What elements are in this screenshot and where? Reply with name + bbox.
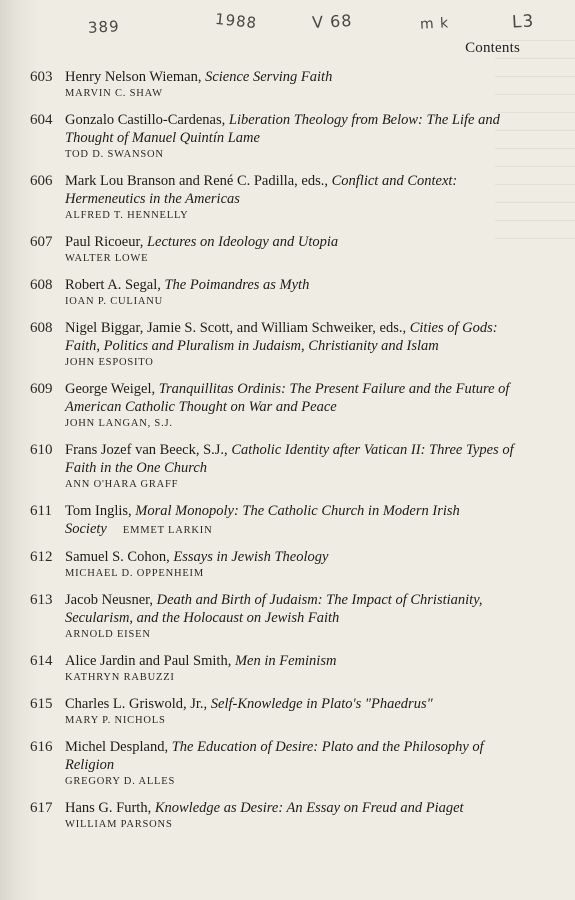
- page-number: 606: [30, 173, 53, 189]
- book-authors: Gonzalo Castillo-Cardenas,: [65, 112, 229, 128]
- book-authors: Hans G. Furth,: [65, 800, 155, 816]
- reviewer-name: JOHN ESPOSITO: [65, 357, 154, 368]
- book-title: Conflict and Context: Hermeneutics in the Americas: [65, 173, 458, 207]
- entry-body: [65, 441, 530, 493]
- book-title: Tranquillitas Ordinis: The Present Failure and the Future of American Catholic Thought on War and Peace: [65, 381, 510, 415]
- contents-entry: [30, 441, 530, 493]
- book-citation: [65, 319, 530, 355]
- page-number: 614: [30, 653, 53, 669]
- page-number: 603: [30, 69, 53, 85]
- book-authors: Samuel S. Cohon,: [65, 549, 174, 565]
- entry-body: [65, 799, 530, 833]
- book-title: Essays in Jewish Theology: [173, 549, 329, 565]
- reviewer-name: IOAN P. CULIANU: [65, 296, 164, 307]
- handwritten-mark: V 68: [311, 10, 353, 33]
- book-authors: Alice Jardin and Paul Smith,: [65, 653, 235, 669]
- entry-body: [65, 548, 530, 582]
- page-number: 615: [30, 696, 53, 712]
- reviewer-name: TOD D. SWANSON: [65, 149, 164, 160]
- reviewer-name: GREGORY D. ALLES: [65, 776, 176, 787]
- book-title: Catholic Identity after Vatican II: Three Types of Faith in the One Church: [65, 442, 514, 476]
- book-title: Knowledge as Desire: An Essay on Freud and Piaget: [154, 800, 464, 816]
- page-number: 608: [30, 320, 53, 336]
- reviewer-name: MARY P. NICHOLS: [65, 715, 166, 726]
- page-number: 613: [30, 592, 53, 608]
- page-number: 610: [30, 442, 53, 458]
- contents-list: [30, 68, 530, 842]
- contents-entry: [30, 548, 530, 582]
- contents-entry: [30, 276, 530, 310]
- reviewer-name: JOHN LANGAN, S.J.: [65, 418, 173, 429]
- contents-entry: [30, 695, 530, 729]
- contents-entry: [30, 799, 530, 833]
- entry-body: [65, 652, 530, 686]
- page-number: 616: [30, 739, 53, 755]
- book-citation: [65, 502, 530, 539]
- contents-entry: [30, 111, 530, 163]
- page-number: 612: [30, 549, 53, 565]
- book-authors: Mark Lou Branson and René C. Padilla, eds.,: [65, 173, 332, 189]
- book-citation: [65, 591, 530, 627]
- book-title: Liberation Theology from Below: The Life and Thought of Manuel Quintín Lame: [65, 112, 500, 146]
- reviewer-name: MARVIN C. SHAW: [65, 88, 163, 99]
- entry-body: [65, 380, 530, 432]
- reviewer-name: ALFRED T. HENNELLY: [65, 210, 189, 221]
- entry-body: [65, 591, 530, 643]
- book-title: Men in Feminism: [234, 653, 337, 669]
- entry-body: [65, 319, 530, 371]
- contents-entry: [30, 591, 530, 643]
- book-citation: [65, 276, 530, 294]
- running-head: Contents: [465, 40, 520, 56]
- entry-body: [65, 276, 530, 310]
- reviewer-name: ARNOLD EISEN: [65, 629, 151, 640]
- page-number: 611: [30, 503, 52, 519]
- book-authors: Paul Ricoeur,: [65, 234, 147, 250]
- reviewer-name: MICHAEL D. OPPENHEIM: [65, 568, 204, 579]
- book-authors: Tom Inglis,: [65, 503, 136, 519]
- page-number: 607: [30, 234, 53, 250]
- book-citation: [65, 738, 530, 774]
- book-title: Cities of Gods: Faith, Politics and Pluralism in Judaism, Christianity and Islam: [65, 320, 498, 354]
- book-citation: [65, 172, 530, 208]
- book-citation: [65, 380, 530, 416]
- book-title: Science Serving Faith: [205, 69, 333, 85]
- book-authors: Frans Jozef van Beeck, S.J.,: [65, 442, 232, 458]
- handwritten-annotations: [0, 0, 575, 40]
- book-title: Moral Monopoly: The Catholic Church in Modern Irish Society: [65, 503, 460, 537]
- page-number: 608: [30, 277, 53, 293]
- book-citation: [65, 233, 530, 251]
- reviewer-name: WALTER LOWE: [65, 253, 149, 264]
- book-title: Lectures on Ideology and Utopia: [146, 234, 339, 250]
- handwritten-mark: 1988: [214, 9, 259, 33]
- contents-entry: [30, 233, 530, 267]
- book-title: The Education of Desire: Plato and the Philosophy of Religion: [65, 739, 484, 773]
- entry-body: [65, 695, 530, 729]
- book-authors: Michel Despland,: [65, 739, 172, 755]
- book-citation: [65, 652, 530, 670]
- entry-body: [65, 738, 530, 790]
- book-authors: Nigel Biggar, Jamie S. Scott, and William Schweiker, eds.,: [65, 320, 410, 336]
- contents-entry: [30, 172, 530, 224]
- book-authors: Robert A. Segal,: [65, 277, 165, 293]
- book-authors: Charles L. Griswold, Jr.,: [65, 696, 211, 712]
- contents-entry: [30, 738, 530, 790]
- book-citation: [65, 799, 530, 817]
- book-title: The Poimandres as Myth: [164, 277, 310, 293]
- handwritten-mark: m k: [419, 15, 450, 33]
- contents-entry: [30, 68, 530, 102]
- entry-body: [65, 68, 530, 102]
- book-citation: [65, 548, 530, 566]
- book-authors: Henry Nelson Wieman,: [65, 69, 206, 85]
- reviewer-name: EMMET LARKIN: [122, 525, 213, 536]
- entry-body: [65, 111, 530, 163]
- contents-entry: [30, 652, 530, 686]
- contents-entry: [30, 502, 530, 539]
- book-title: Self-Knowledge in Plato's "Phaedrus": [210, 696, 433, 712]
- book-authors: Jacob Neusner,: [65, 592, 157, 608]
- entry-body: [65, 502, 530, 539]
- reviewer-name: KATHRYN RABUZZI: [65, 672, 175, 683]
- entry-body: [65, 233, 530, 267]
- book-authors: George Weigel,: [65, 381, 159, 397]
- entry-body: [65, 172, 530, 224]
- reviewer-name: WILLIAM PARSONS: [65, 819, 173, 830]
- reviewer-name: ANN O'HARA GRAFF: [65, 479, 179, 490]
- page-number: 604: [30, 112, 53, 128]
- handwritten-mark: L3: [511, 11, 535, 33]
- book-citation: [65, 111, 530, 147]
- page-number: 609: [30, 381, 53, 397]
- handwritten-mark: 389: [87, 17, 121, 37]
- book-citation: [65, 441, 530, 477]
- book-citation: [65, 695, 530, 713]
- book-citation: [65, 68, 530, 86]
- book-title: Death and Birth of Judaism: The Impact of Christianity, Secularism, and the Holocaust on Jewish Faith: [65, 592, 483, 626]
- page-number: 617: [30, 800, 53, 816]
- contents-entry: [30, 319, 530, 371]
- contents-entry: [30, 380, 530, 432]
